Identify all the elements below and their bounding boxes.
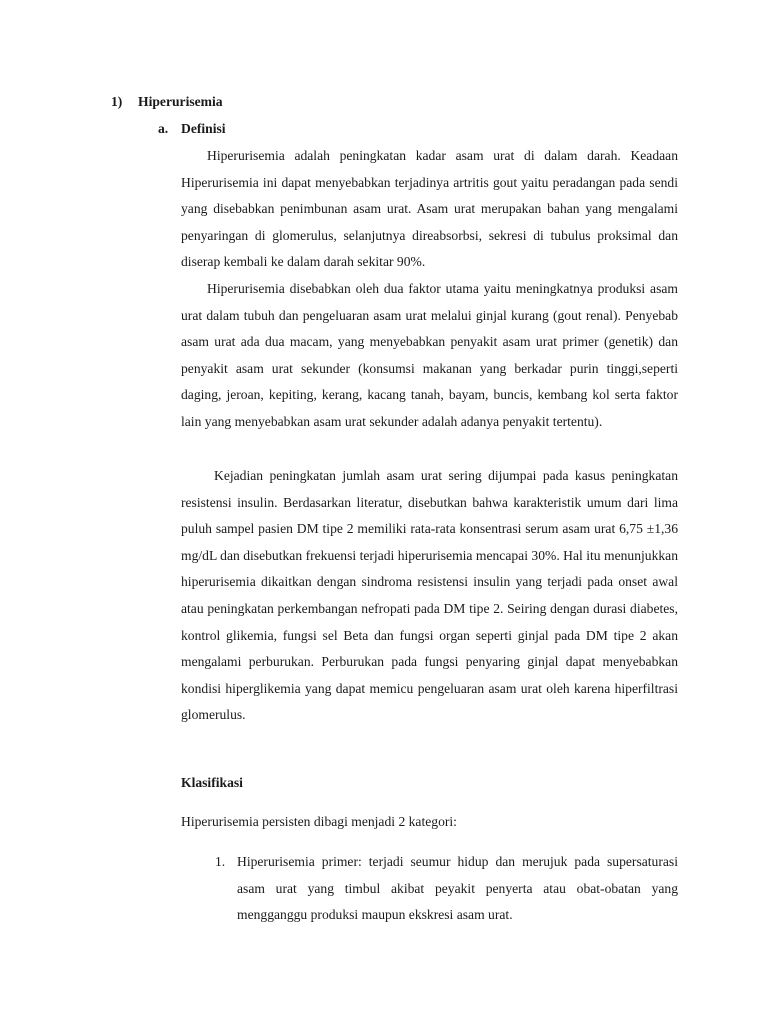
section-heading xyxy=(111,94,223,110)
classification-list xyxy=(215,849,678,929)
subsection-heading xyxy=(158,121,226,137)
subsection-letter: a. xyxy=(158,121,169,136)
classification-heading: Klasifikasi xyxy=(181,775,243,790)
classification-intro: Hiperurisemia persisten dibagi menjadi 2 kategori: xyxy=(181,814,457,829)
section-title: Hiperurisemia xyxy=(138,94,223,109)
section-number: 1) xyxy=(111,94,123,109)
paragraph-definition: Hiperurisemia adalah peningkatan kadar asam urat di dalam darah. Keadaan Hiperurisemia ini dapat menyebabkan terjadinya artritis gout yaitu peradangan pada sendi yang disebabkan penimbunan asam urat. Asam urat merupakan bahan yang mengalami penyaringan di glomerulus, selanjutnya direabsorbsi, sekresi di tubulus proksimal dan diserap kembali ke dalam darah sekitar 90%. xyxy=(181,148,678,270)
list-item-number: 1. xyxy=(215,854,226,869)
paragraph-causes: Hiperurisemia disebabkan oleh dua faktor utama yaitu meningkatnya produksi asam urat dalam tubuh dan pengeluaran asam urat melalui ginjal kurang (gout renal). Penyebab asam urat ada dua macam, yang menyebabkan penyakit asam urat primer (genetik) dan penyakit asam urat sekunder (konsumsi makanan yang berkadar purin tinggi,seperti daging, jeroan, kepiting, kerang, kacang tanah, bayam, buncis, kembang kol serta faktor lain yang menyebabkan asam urat sekunder adalah adanya penyakit tertentu). xyxy=(181,281,678,429)
list-item xyxy=(215,849,678,929)
list-item-text: Hiperurisemia primer: terjadi seumur hidup dan merujuk pada supersaturasi asam urat yang timbul akibat peyakit penyerta atau obat-obatan yang mengganggu produksi maupun ekskresi asam urat. xyxy=(237,854,678,923)
subsection-title: Definisi xyxy=(181,121,226,136)
paragraph-insulin-resistance: Kejadian peningkatan jumlah asam urat sering dijumpai pada kasus peningkatan resistensi insulin. Berdasarkan literatur, disebutkan bahwa karakteristik umum dari lima puluh sampel pasien DM tipe 2 memiliki rata-rata konsentrasi serum asam urat 6,75 ±1,36 mg/dL dan disebutkan frekuensi terjadi hiperurisemia mencapai 30%. Hal itu menunjukkan hiperurisemia dikaitkan dengan sindroma resistensi insulin yang terjadi pada onset awal atau peningkatan perkembangan nefropati pada DM tipe 2. Seiring dengan durasi diabetes, kontrol glikemia, fungsi sel Beta dan fungsi organ seperti ginjal pada DM tipe 2 akan mengalami perburukan. Perburukan pada fungsi penyaring ginjal dapat menyebabkan kondisi hiperglikemia yang dapat memicu pengeluaran asam urat oleh karena hiperfiltrasi glomerulus. xyxy=(181,468,678,723)
